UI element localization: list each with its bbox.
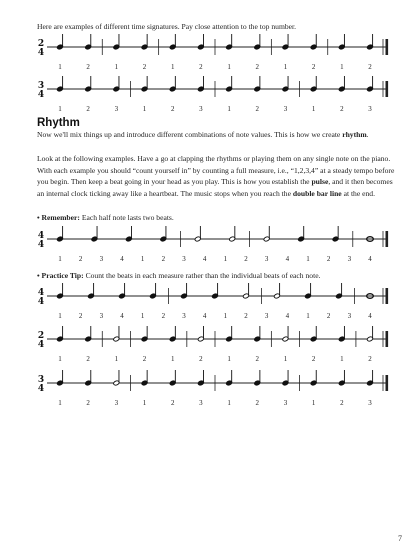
beat-count: 3 (199, 399, 203, 407)
beat-count: 4 (285, 255, 290, 263)
staff-svg (36, 328, 391, 364)
quarter-note (310, 326, 317, 342)
beat-count: 2 (244, 255, 248, 263)
quarter-note (85, 34, 92, 50)
quarter-note (336, 283, 343, 299)
rhythm-intro-paragraph: Now we'll mix things up and introduce different combinations of note values. This is how we create rhythm. (37, 130, 369, 139)
quarter-note (305, 283, 312, 299)
quarter-note (169, 370, 176, 386)
quarter-note (169, 76, 176, 92)
beat-count: 1 (58, 105, 62, 113)
beat-count: 2 (86, 105, 90, 113)
term-double-bar-line: double bar line (292, 188, 342, 198)
quarter-note (310, 76, 317, 92)
quarter-note (57, 34, 64, 50)
quarter-note (57, 370, 64, 386)
beat-count: 1 (311, 105, 316, 113)
beat-count: 2 (86, 399, 90, 407)
beat-count: 2 (142, 63, 147, 71)
quarter-note (338, 76, 345, 92)
beat-count: 1 (142, 399, 147, 407)
beat-count: 2 (311, 355, 316, 363)
time-signature-bottom: 4 (37, 240, 45, 250)
quarter-note (332, 226, 339, 242)
page-number: 7 (398, 534, 402, 543)
beat-count: 1 (58, 355, 62, 363)
staff-example-1 (36, 36, 391, 72)
beat-count: 3 (264, 255, 269, 263)
quarter-note (88, 283, 95, 299)
beat-count: 2 (78, 312, 83, 320)
beat-count: 2 (255, 105, 260, 113)
quarter-note (310, 34, 317, 50)
beat-count: 1 (223, 255, 228, 263)
beat-count: 2 (86, 355, 90, 363)
beat-count: 1 (170, 63, 175, 71)
quarter-note (254, 326, 261, 342)
beat-count: 1 (170, 355, 175, 363)
staff-svg (36, 372, 391, 408)
quarter-note (169, 34, 176, 50)
staff-svg (36, 228, 391, 264)
quarter-note (85, 370, 92, 386)
quarter-note (338, 326, 345, 342)
beat-count: 3 (347, 255, 352, 263)
staff-example-5 (36, 328, 391, 364)
beat-count: 4 (120, 312, 124, 320)
rhythm-heading: Rhythm (37, 117, 80, 129)
beat-count: 2 (255, 63, 260, 71)
quarter-note (160, 226, 167, 242)
beat-count: 2 (326, 255, 331, 263)
quarter-note (254, 34, 261, 50)
staff-svg (36, 36, 391, 72)
beat-count: 1 (311, 399, 316, 407)
beat-count: 2 (340, 399, 344, 407)
staff-example-3 (36, 228, 391, 264)
beat-count: 3 (368, 399, 372, 407)
time-signature-bottom: 4 (37, 297, 45, 307)
half-note (194, 226, 201, 242)
beat-count: 4 (285, 312, 290, 320)
half-note (282, 326, 289, 342)
beat-count: 3 (368, 105, 372, 113)
beat-count: 3 (283, 105, 288, 113)
beat-count: 1 (227, 355, 231, 363)
quarter-note (85, 76, 92, 92)
quarter-note (226, 326, 233, 342)
quarter-note (197, 34, 204, 50)
quarter-note (254, 370, 261, 386)
quarter-note (141, 326, 148, 342)
beat-count: 3 (264, 312, 269, 320)
practice-tip-note: • Practice Tip: Count the beats in each measure rather than the individual beats of each note. (37, 271, 321, 280)
staff-example-2 (36, 78, 391, 114)
quarter-note (57, 326, 64, 342)
time-signature-top: 4 (37, 288, 45, 298)
quarter-note (150, 283, 157, 299)
beat-count: 1 (114, 63, 119, 71)
beat-count: 1 (58, 312, 62, 320)
beat-count: 3 (114, 399, 119, 407)
quarter-note (197, 76, 204, 92)
quarter-note (125, 226, 132, 242)
beat-count: 1 (306, 255, 310, 263)
time-signature-top: 4 (37, 231, 45, 241)
half-note (113, 370, 120, 386)
beat-count: 1 (227, 105, 231, 113)
quarter-note (57, 226, 64, 242)
beat-count: 1 (340, 355, 344, 363)
quarter-note (141, 370, 148, 386)
quarter-note (57, 283, 64, 299)
beat-count: 2 (311, 63, 316, 71)
quarter-note (197, 370, 204, 386)
half-note (113, 326, 120, 342)
beat-count: 1 (283, 63, 288, 71)
half-note (274, 283, 281, 299)
beat-count: 2 (161, 312, 166, 320)
beat-count: 1 (227, 63, 231, 71)
half-note (243, 283, 250, 299)
half-note (197, 326, 204, 342)
beat-count: 2 (86, 63, 90, 71)
quarter-note (282, 76, 289, 92)
beat-count: 2 (255, 355, 260, 363)
quarter-note (226, 34, 233, 50)
beat-count: 2 (340, 105, 344, 113)
intro-paragraph: Here are examples of different time signatures. Pay close attention to the top number. (37, 22, 297, 31)
beat-count: 2 (326, 312, 331, 320)
quarter-note (226, 370, 233, 386)
quarter-note (367, 76, 374, 92)
term-pulse: pulse (311, 177, 329, 187)
beat-count: 2 (368, 355, 372, 363)
beat-count: 2 (78, 255, 83, 263)
beat-count: 3 (347, 312, 352, 320)
quarter-note (310, 370, 317, 386)
beat-count: 1 (58, 399, 62, 407)
beat-count: 1 (283, 355, 288, 363)
beat-count: 3 (182, 255, 186, 263)
quarter-note (169, 326, 176, 342)
beat-count: 1 (140, 312, 145, 320)
beat-count: 2 (368, 63, 372, 71)
beat-count: 1 (306, 312, 310, 320)
beat-count: 2 (244, 312, 248, 320)
beat-count: 2 (170, 105, 175, 113)
beat-count: 1 (227, 399, 231, 407)
time-signature-top: 2 (37, 39, 45, 49)
quarter-note (57, 76, 64, 92)
beat-count: 4 (368, 255, 372, 263)
staff-svg (36, 78, 391, 114)
quarter-note (298, 226, 305, 242)
beat-count: 1 (114, 355, 119, 363)
quarter-note (338, 34, 345, 50)
beat-count: 2 (142, 355, 147, 363)
quarter-note (91, 226, 98, 242)
beat-count: 2 (170, 399, 175, 407)
beat-count: 1 (58, 255, 62, 263)
quarter-note (226, 76, 233, 92)
beat-count: 4 (120, 255, 124, 263)
beat-count: 2 (255, 399, 260, 407)
half-note (229, 226, 236, 242)
beat-count: 1 (223, 312, 228, 320)
beat-count: 1 (340, 63, 344, 71)
time-signature-bottom: 4 (37, 340, 45, 350)
quarter-note (367, 370, 374, 386)
beat-count: 3 (114, 105, 119, 113)
beat-count: 3 (283, 399, 288, 407)
beat-count: 3 (199, 105, 203, 113)
beat-count: 3 (99, 255, 104, 263)
beat-count: 4 (202, 255, 207, 263)
time-signature-bottom: 4 (37, 384, 45, 394)
beat-count: 4 (202, 312, 207, 320)
beat-count: 2 (199, 355, 203, 363)
beat-count: 2 (161, 255, 166, 263)
quarter-note (181, 283, 188, 299)
beat-count: 1 (142, 105, 147, 113)
time-signature-top: 3 (37, 375, 45, 385)
quarter-note (85, 326, 92, 342)
quarter-note (212, 283, 219, 299)
beat-count: 1 (58, 63, 62, 71)
beat-count: 1 (140, 255, 145, 263)
quarter-note (282, 34, 289, 50)
quarter-note (367, 34, 374, 50)
staff-example-6 (36, 372, 391, 408)
quarter-note (113, 34, 120, 50)
time-signature-top: 3 (37, 81, 45, 91)
beat-count: 4 (368, 312, 372, 320)
half-note (367, 326, 374, 342)
time-signature-bottom: 4 (37, 48, 45, 58)
rhythm-instructions-paragraph: Look at the following examples. Have a go at clapping the rhythms or playing them on any single note on the piano. With each example you should “count yourself in” by counting a full measure, i.e., “1,2,3,4” at a steady tempo before you begin. Then keep a beat going in your head as you play. This is how you establish the pulse, and it then becomes an internal clock ticking away like a heartbeat. The music stops when you reach the double bar line at the end. (37, 154, 395, 198)
staff-svg (36, 285, 391, 321)
quarter-note (282, 370, 289, 386)
quarter-note (338, 370, 345, 386)
quarter-note (141, 34, 148, 50)
half-note (263, 226, 270, 242)
beat-count: 3 (182, 312, 186, 320)
quarter-note (141, 76, 148, 92)
beat-count: 3 (99, 312, 104, 320)
staff-example-4 (36, 285, 391, 321)
time-signature-top: 2 (37, 331, 45, 341)
quarter-note (254, 76, 261, 92)
remember-note: • Remember: Each half note lasts two beats. (37, 213, 174, 222)
quarter-note (119, 283, 126, 299)
time-signature-bottom: 4 (37, 90, 45, 100)
term-rhythm: rhythm (342, 130, 367, 139)
quarter-note (113, 76, 120, 92)
beat-count: 2 (199, 63, 203, 71)
